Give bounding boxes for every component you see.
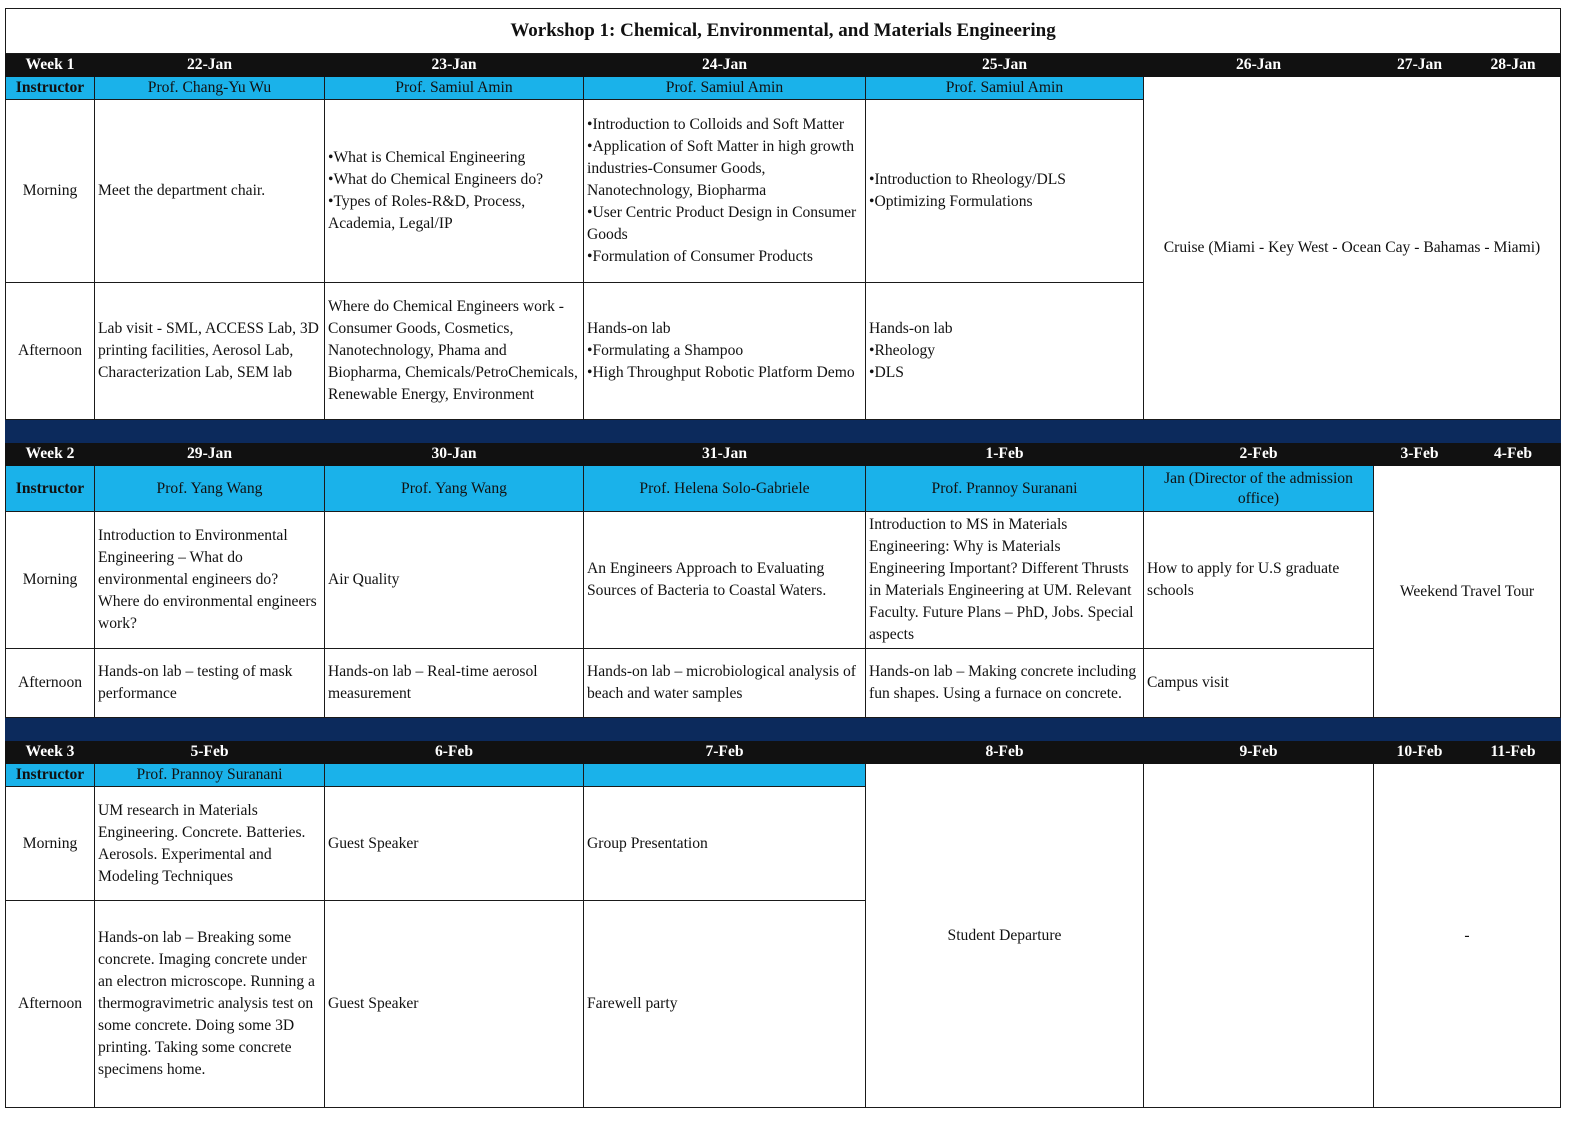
day-header: 27-Jan: [1374, 54, 1466, 77]
session-line: •User Centric Product Design in Consumer Goods: [587, 203, 857, 243]
session-line: Where do Chemical Engineers work - Consumer Goods, Cosmetics, Nanotechnology, Phama and Biopharma, Chemicals/PetroChemicals, Renewable Energy, Environment: [328, 297, 578, 403]
morning-label: Morning: [6, 787, 95, 901]
day-header: 11-Feb: [1466, 740, 1561, 763]
instructor-name: Prof. Prannoy Suranani: [866, 466, 1144, 512]
session-cell: Introduction to MS in Materials Engineering: Why is Materials Engineering Important? Different Thrusts in Materials Engineering at UM. Relevant Faculty. Future Plans – PhD, Jobs. Special aspects: [866, 512, 1144, 648]
week2-instructor-row: [6, 466, 1561, 512]
instructor-name: Jan (Director of the admission office): [1144, 466, 1374, 512]
session-cell: [95, 100, 325, 282]
session-cell: [866, 282, 1144, 419]
session-line: •Formulation of Consumer Products: [587, 247, 813, 265]
workshop-title: Workshop 1: Chemical, Environmental, and Materials Engineering: [6, 9, 1561, 54]
session-cell: UM research in Materials Engineering. Concrete. Batteries. Aerosols. Experimental and Modeling Techniques: [95, 787, 325, 901]
day-header: 29-Jan: [95, 443, 325, 466]
weekend-activity: Weekend Travel Tour: [1374, 466, 1561, 718]
day-header: 28-Jan: [1466, 54, 1561, 77]
day-header: 6-Feb: [325, 740, 584, 763]
session-cell: [584, 282, 866, 419]
day-header: 30-Jan: [325, 443, 584, 466]
session-cell: How to apply for U.S graduate schools: [1144, 512, 1374, 648]
week-label: Week 2: [6, 443, 95, 466]
session-line: Hands-on lab: [869, 319, 953, 337]
weekend-activity: -: [1374, 764, 1561, 1108]
week-separator: [6, 420, 1561, 443]
session-line: •Introduction to Rheology/DLS: [869, 170, 1066, 188]
afternoon-label: Afternoon: [6, 901, 95, 1108]
instructor-name: [325, 764, 584, 787]
instructor-name: [584, 764, 866, 787]
week3-instructor-row: [6, 764, 1561, 787]
morning-label: Morning: [6, 100, 95, 282]
session-cell: [325, 282, 584, 419]
session-cell: Campus visit: [1144, 648, 1374, 717]
instructor-name: Prof. Yang Wang: [95, 466, 325, 512]
session-cell: [584, 100, 866, 282]
instructor-name: Prof. Helena Solo-Gabriele: [584, 466, 866, 512]
session-cell: Hands-on lab – Real-time aerosol measurement: [325, 648, 584, 717]
session-cell: Hands-on lab – microbiological analysis of beach and water samples: [584, 648, 866, 717]
session-cell: Hands-on lab – Making concrete including fun shapes. Using a furnace on concrete.: [866, 648, 1144, 717]
session-cell: Farewell party: [584, 901, 866, 1108]
instructor-label: Instructor: [6, 764, 95, 787]
session-line: •Formulating a Shampoo: [587, 341, 744, 359]
session-line: Lab visit - SML, ACCESS Lab, 3D printing facilities, Aerosol Lab, Characterization Lab, SEM lab: [98, 319, 319, 381]
session-line: •What is Chemical Engineering: [328, 148, 526, 166]
instructor-label: Instructor: [6, 466, 95, 512]
day-header: 5-Feb: [95, 740, 325, 763]
instructor-label: Instructor: [6, 77, 95, 100]
session-line: •DLS: [869, 363, 904, 381]
instructor-name: Prof. Samiul Amin: [866, 77, 1144, 100]
week-label: Week 1: [6, 54, 95, 77]
afternoon-label: Afternoon: [6, 648, 95, 717]
empty-day-cell: [1144, 764, 1374, 1108]
session-line: Hands-on lab: [587, 319, 671, 337]
week3-header-row: [6, 740, 1561, 763]
session-cell: [325, 100, 584, 282]
day-header: 10-Feb: [1374, 740, 1466, 763]
instructor-name: Prof. Yang Wang: [325, 466, 584, 512]
session-cell: [866, 100, 1144, 282]
workshop-schedule-table: [5, 8, 1561, 1108]
week1-instructor-row: [6, 77, 1561, 100]
day-header: 22-Jan: [95, 54, 325, 77]
instructor-name: Prof. Samiul Amin: [584, 77, 866, 100]
session-line: Meet the department chair.: [98, 181, 266, 199]
session-cell: Air Quality: [325, 512, 584, 648]
week2-afternoon-row: [6, 648, 1561, 717]
session-cell: Group Presentation: [584, 787, 866, 901]
weekend-activity: Cruise (Miami - Key West - Ocean Cay - Bahamas - Miami): [1144, 77, 1561, 420]
day-header: 23-Jan: [325, 54, 584, 77]
day-header: 24-Jan: [584, 54, 866, 77]
session-cell: An Engineers Approach to Evaluating Sources of Bacteria to Coastal Waters.: [584, 512, 866, 648]
day-header: 25-Jan: [866, 54, 1144, 77]
instructor-name: Prof. Chang-Yu Wu: [95, 77, 325, 100]
session-line: •Rheology: [869, 341, 936, 359]
week-label: Week 3: [6, 740, 95, 763]
session-line: •Types of Roles-R&D, Process, Academia, Legal/IP: [328, 192, 526, 232]
day-header: 9-Feb: [1144, 740, 1374, 763]
departure-cell: Student Departure: [866, 764, 1144, 1108]
day-header: 31-Jan: [584, 443, 866, 466]
afternoon-label: Afternoon: [6, 282, 95, 419]
session-cell: [95, 282, 325, 419]
day-header: 2-Feb: [1144, 443, 1374, 466]
day-header: 8-Feb: [866, 740, 1144, 763]
session-cell: Introduction to Environmental Engineering – What do environmental engineers do? Where do environmental engineers work?: [95, 512, 325, 648]
session-line: •What do Chemical Engineers do?: [328, 170, 544, 188]
day-header: 3-Feb: [1374, 443, 1466, 466]
morning-label: Morning: [6, 512, 95, 648]
instructor-name: Prof. Samiul Amin: [325, 77, 584, 100]
session-cell: Hands-on lab – Breaking some concrete. Imaging concrete under an electron microscope. Running a thermogravimetric analysis test on some concrete. Doing some 3D printing. Taking some concrete specimens home.: [95, 901, 325, 1108]
week2-morning-row: [6, 512, 1561, 648]
session-line: •Optimizing Formulations: [869, 192, 1033, 210]
week1-header-row: [6, 54, 1561, 77]
session-cell: Hands-on lab – testing of mask performance: [95, 648, 325, 717]
session-line: •Application of Soft Matter in high growth industries-Consumer Goods, Nanotechnology, Biopharma: [587, 137, 855, 199]
day-header: 4-Feb: [1466, 443, 1561, 466]
session-line: •High Throughput Robotic Platform Demo: [587, 363, 855, 381]
session-line: •Introduction to Colloids and Soft Matter: [587, 115, 845, 133]
week-separator: [6, 717, 1561, 740]
session-cell: Guest Speaker: [325, 901, 584, 1108]
day-header: 26-Jan: [1144, 54, 1374, 77]
instructor-name: Prof. Prannoy Suranani: [95, 764, 325, 787]
week2-header-row: [6, 443, 1561, 466]
day-header: 7-Feb: [584, 740, 866, 763]
session-cell: Guest Speaker: [325, 787, 584, 901]
day-header: 1-Feb: [866, 443, 1144, 466]
